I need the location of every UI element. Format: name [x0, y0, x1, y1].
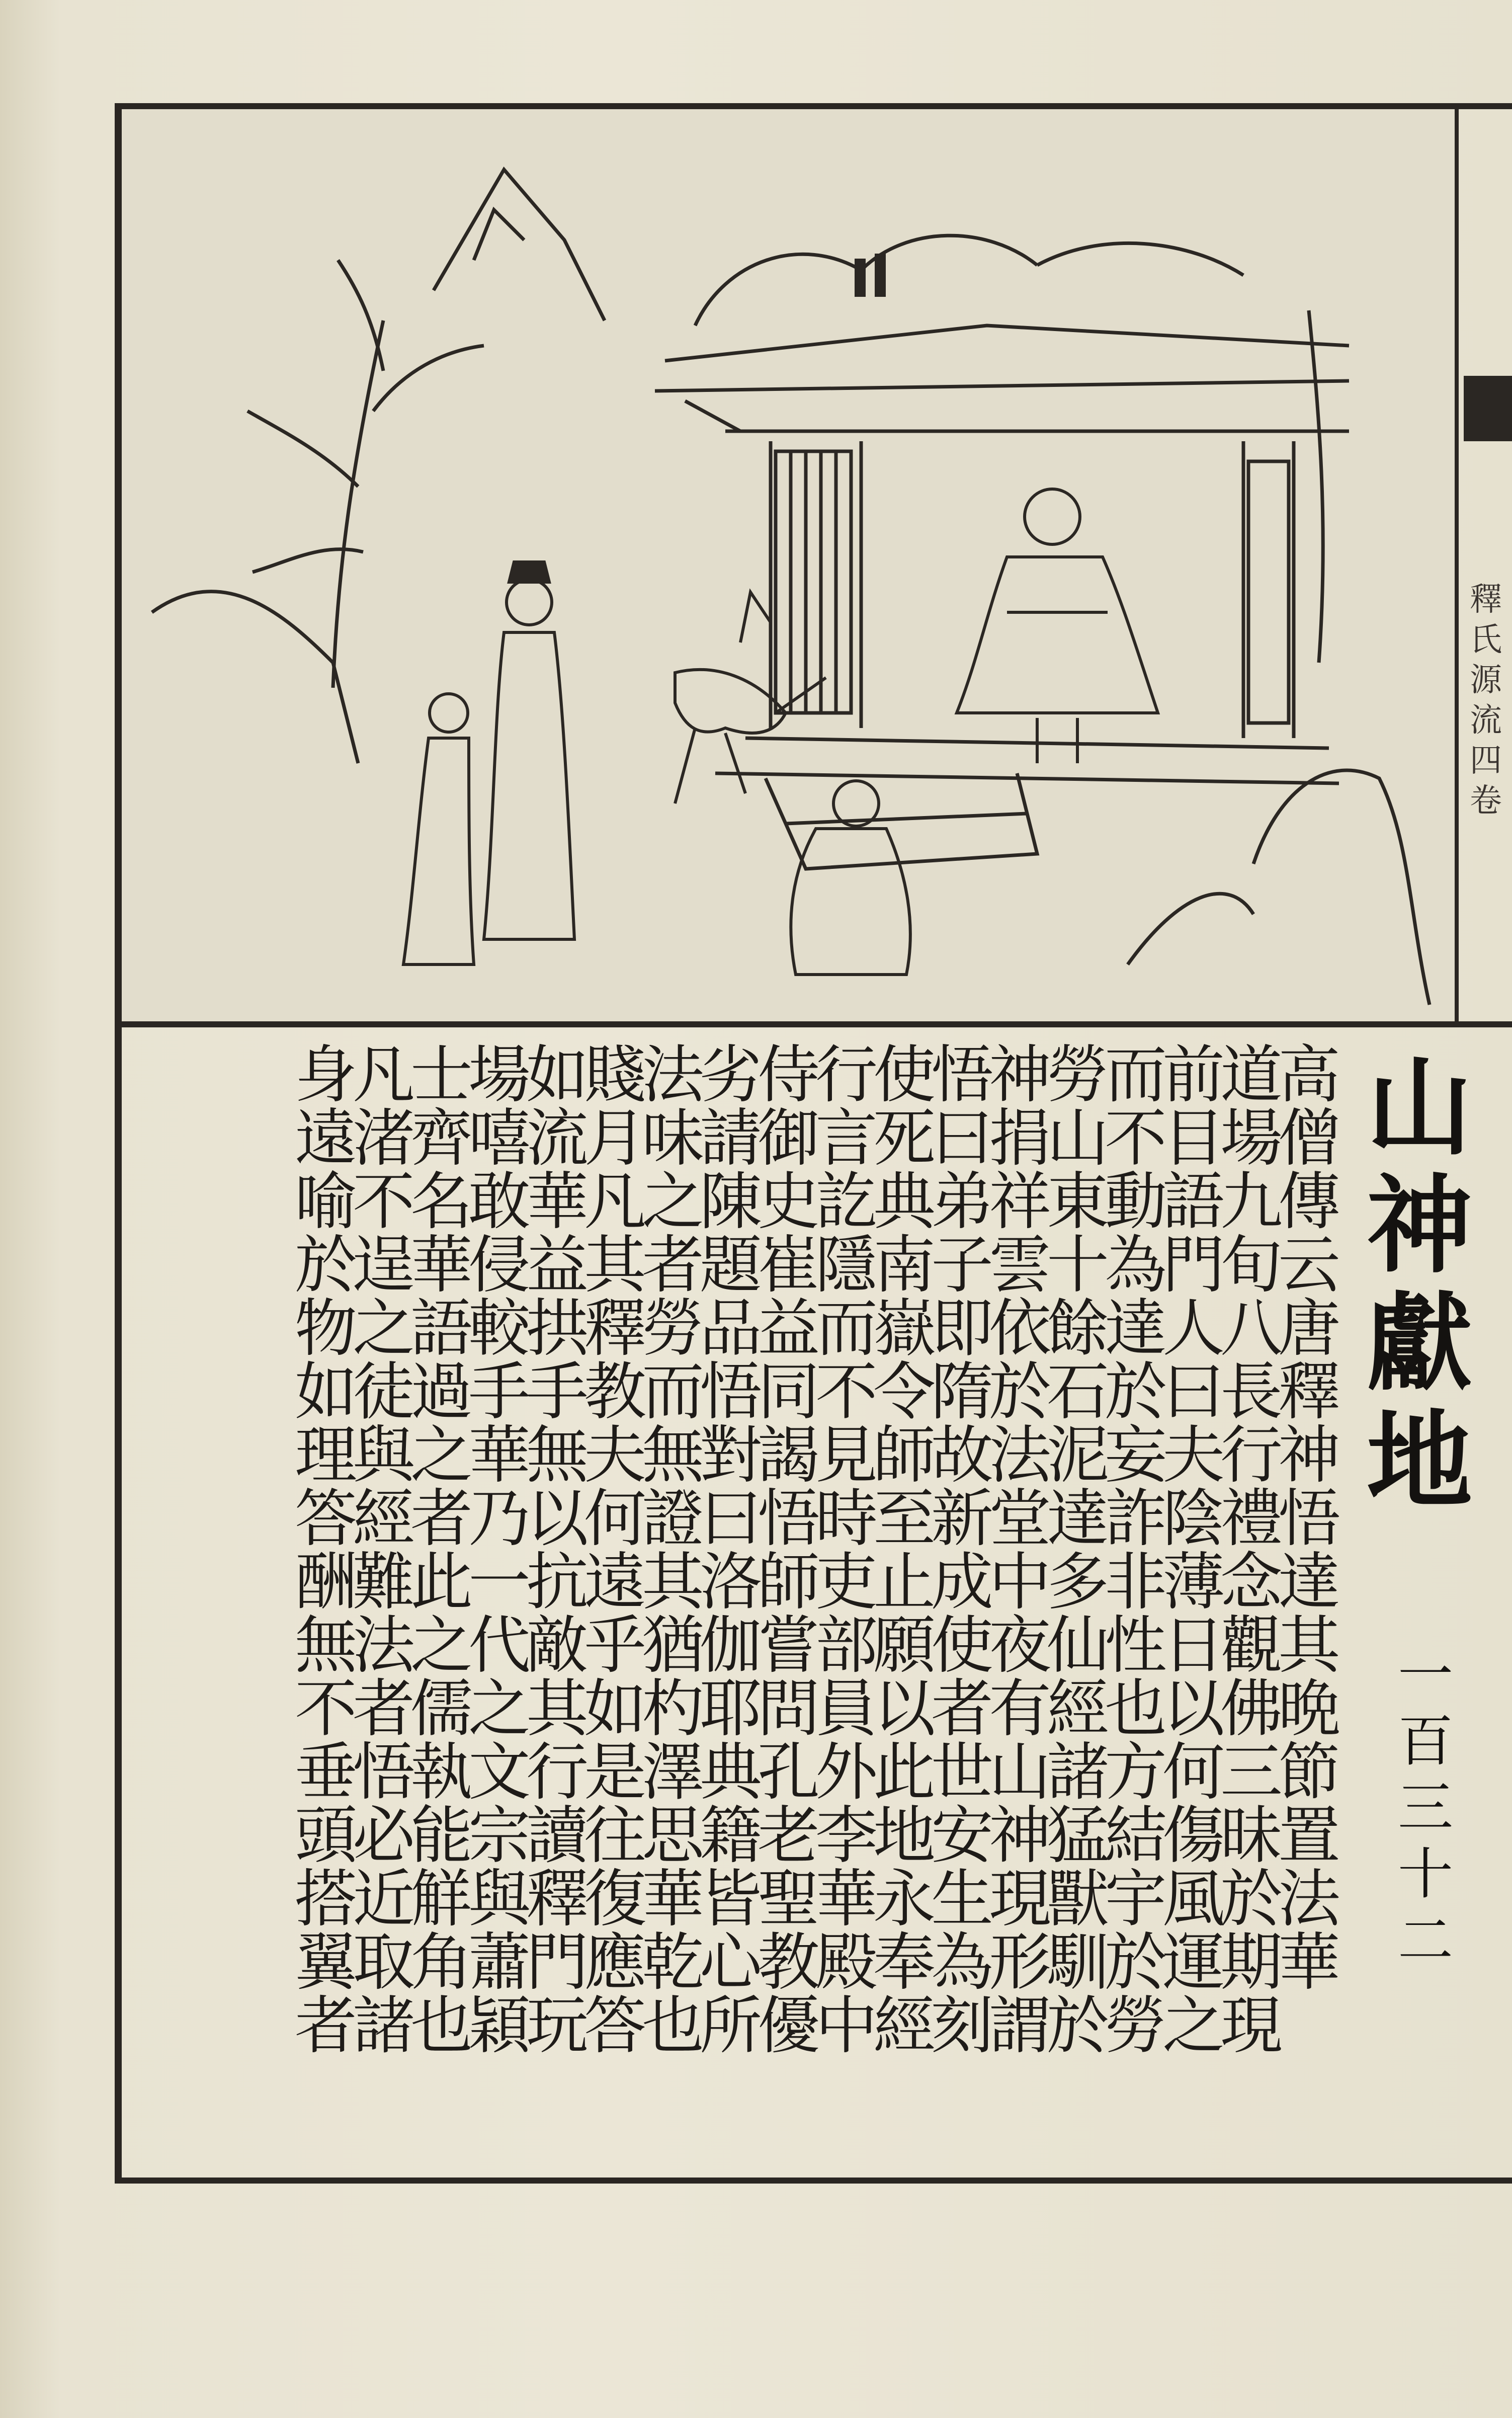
text-column: 道場九旬八長行禮念觀佛三昧於期現 — [1210, 1041, 1282, 2056]
text-column: 神捐祥雲依於法堂中夜有山神現形謂 — [978, 1041, 1051, 2056]
text-column: 前目語門人曰夫陰薄日以何傷風運之 — [1152, 1041, 1224, 2056]
margin-book-title-char: 釋 — [1470, 581, 1502, 618]
margin-book-title-char: 卷 — [1470, 782, 1502, 820]
page-number: 一百三十二 — [1389, 1645, 1453, 1977]
margin-book-title — [1459, 109, 1512, 1021]
text-column: 行言訖隱而不見時吏部員外李華殿中 — [805, 1041, 877, 2056]
text-column: 侍御史崔益同謁悟師嘗問孔老聖教優 — [747, 1041, 819, 2056]
margin-book-title-char: 氏 — [1470, 621, 1502, 659]
article-title: 山神獻地 — [1349, 1052, 1473, 1522]
article-body — [151, 1041, 1484, 2168]
text-column: 而不動為達於妄詐非性也方結宇於勞 — [1094, 1041, 1166, 2056]
text-column: 士齊名華語過之者此之儒執能觧角也 — [400, 1041, 472, 2056]
text-column: 悟曰弟子即隋故新成使者世安生為刻 — [920, 1041, 993, 2056]
illustration-drawing — [122, 109, 1455, 1021]
text-column: 法味之者勞而無證其猶杓澤思華乾也 — [631, 1041, 704, 2056]
text-column: 凡渚不逞之徒與經難法者悟必近取諸 — [342, 1041, 414, 2056]
text-column: 劣請陳題品悟對曰洛伽耶典籍皆心所 — [689, 1041, 762, 2056]
margin-book-title-char: 四 — [1470, 742, 1502, 779]
text-column: 勞山東十餘石泥達多仙經諸猛獸馴於 — [1036, 1041, 1109, 2056]
margin-block-icon — [1459, 376, 1512, 446]
woodblock-illustration — [122, 109, 1459, 1021]
text-column: 如流華益拱手無以抗敵其行讀釋門玩 — [516, 1041, 588, 2056]
margin-book-title-char: 源 — [1470, 662, 1502, 699]
margin-book-title-char: 流 — [1470, 702, 1502, 739]
text-column: 身遠喻於物如理答酬無不垂頭搭翼者 — [284, 1041, 357, 2056]
section-divider-rule — [122, 1021, 1512, 1027]
text-column: 場嘻敢侵較手華乃一代之文宗與蕭穎 — [458, 1041, 530, 2056]
text-column: 使死典南嶽令師至止願以此地永奉經 — [863, 1041, 935, 2056]
text-column: 賤月凡其釋教夫何遠乎如是往復應答 — [573, 1041, 646, 2056]
text-column: 高僧傳云唐釋神悟達其晩節置法華 — [1268, 1041, 1340, 1992]
